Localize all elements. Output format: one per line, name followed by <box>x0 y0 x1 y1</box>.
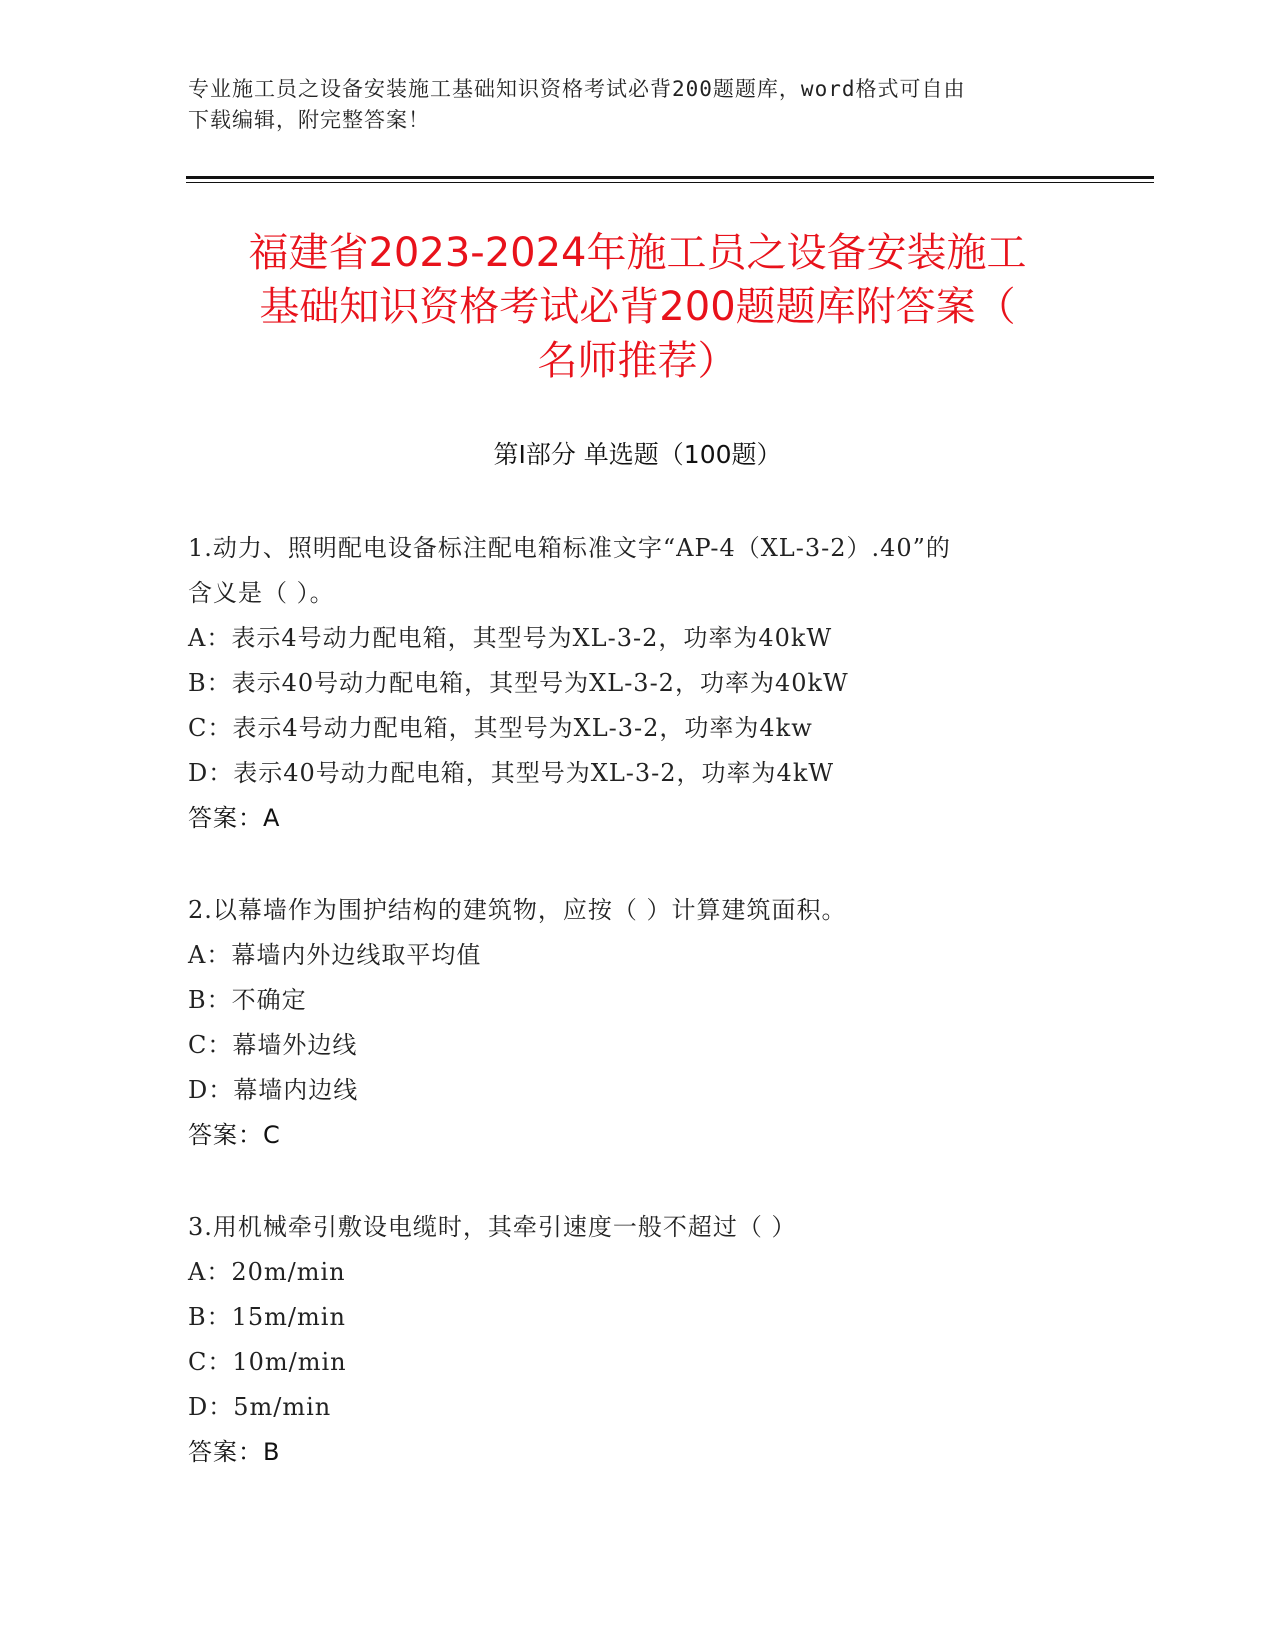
option-a: A：幕墙内外边线取平均值 <box>188 941 482 969</box>
option-d: D：幕墙内边线 <box>188 1076 359 1104</box>
document-title <box>150 226 1125 388</box>
answer: 答案：C <box>188 1121 281 1149</box>
option-a: A：20m/min <box>188 1258 346 1286</box>
question-1 <box>188 526 1088 841</box>
question-stem-line-2: 含义是（ ）。 <box>188 579 335 607</box>
section-heading: 第Ⅰ部分 单选题（100题） <box>493 440 782 469</box>
header-divider-thin <box>186 182 1154 183</box>
option-d: D：表示40号动力配电箱，其型号为XL-3-2，功率为4kW <box>188 759 835 787</box>
option-b: B：表示40号动力配电箱，其型号为XL-3-2，功率为40kW <box>188 669 849 697</box>
header-note <box>188 74 1068 136</box>
header-note-line-2: 下载编辑，附完整答案！ <box>188 108 430 132</box>
header-note-line-1: 专业施工员之设备安装施工基础知识资格考试必背200题题库，word格式可自由 <box>188 77 966 101</box>
header-divider-thick <box>186 176 1154 179</box>
document-title-line-3: 名师推荐） <box>537 338 738 384</box>
option-c: C：幕墙外边线 <box>188 1031 358 1059</box>
question-stem-line-1: 2.以幕墙作为围护结构的建筑物，应按（ ）计算建筑面积。 <box>188 896 847 924</box>
option-b: B：不确定 <box>188 986 307 1014</box>
answer: 答案：B <box>188 1438 281 1466</box>
option-b: B：15m/min <box>188 1303 346 1331</box>
question-2 <box>188 888 1088 1158</box>
option-a: A：表示4号动力配电箱，其型号为XL-3-2，功率为40kW <box>188 624 833 652</box>
question-3 <box>188 1205 1088 1475</box>
document-title-line-1: 福建省2023-2024年施工员之设备安装施工 <box>248 230 1027 276</box>
answer: 答案：A <box>188 804 281 832</box>
document-title-line-2: 基础知识资格考试必背200题题库附答案（ <box>259 284 1016 330</box>
question-stem-line-1: 3.用机械牵引敷设电缆时，其牵引速度一般不超过（ ） <box>188 1213 797 1241</box>
option-d: D：5m/min <box>188 1393 332 1421</box>
question-stem-line-1: 1.动力、照明配电设备标注配电箱标准文字“AP-4（XL-3-2）.40”的 <box>188 534 951 562</box>
option-c: C：10m/min <box>188 1348 347 1376</box>
option-c: C：表示4号动力配电箱，其型号为XL-3-2，功率为4kw <box>188 714 813 742</box>
